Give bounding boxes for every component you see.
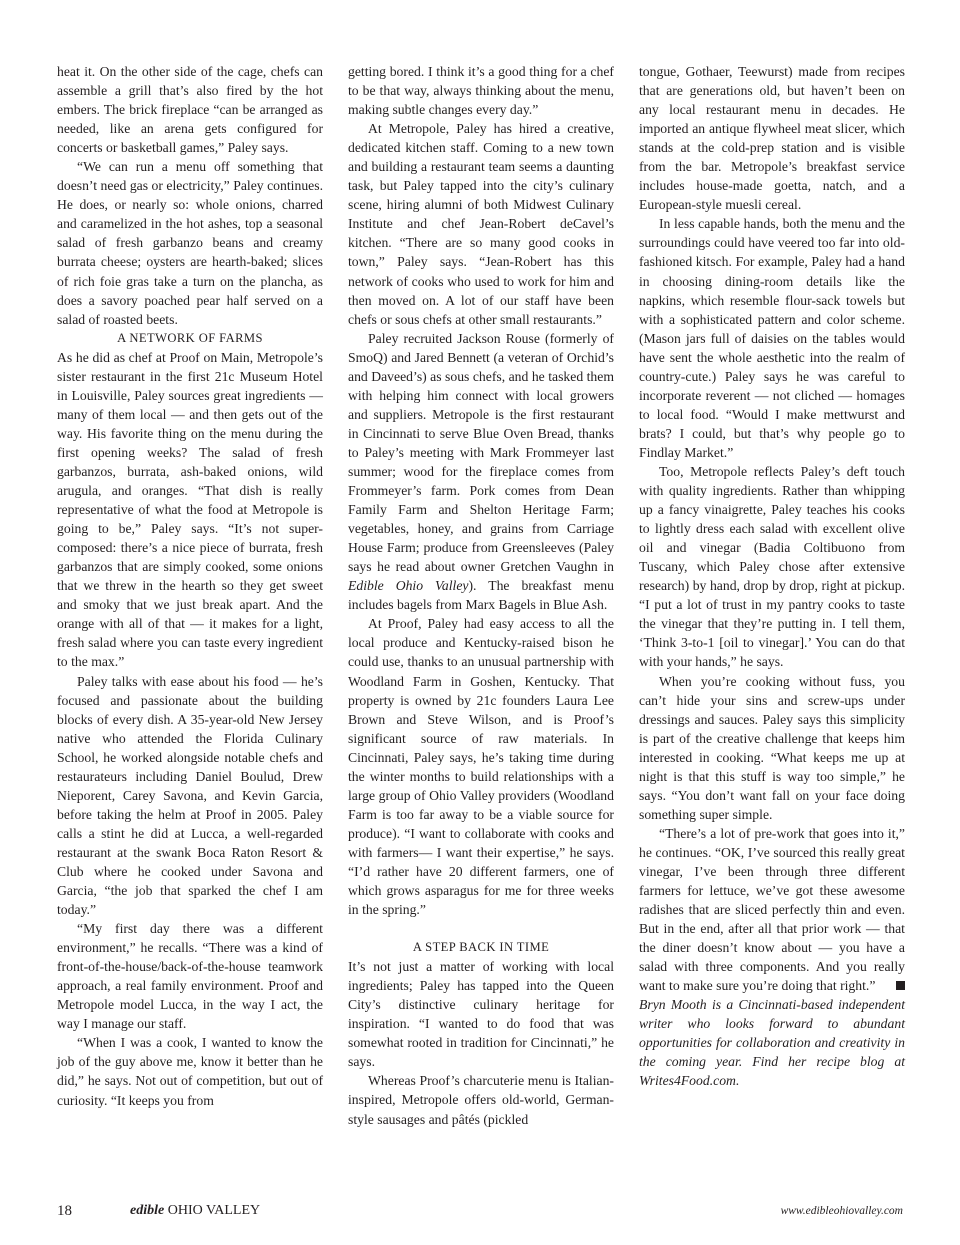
section-subhead: A NETWORK OF FARMS <box>117 330 263 345</box>
article-column-2 <box>348 62 614 1129</box>
paragraph: tongue, Gothaer, Teewurst) made from recipes that are generations old, but haven’t been on any local restaurant menu in decades. He imported an antique flywheel meat slicer, which stands at the cold-prep station and is visible from the bar. Metropole’s breakfast service includes house-made goetta, natch, and a European-style muesli cereal. <box>639 64 905 213</box>
end-of-article-icon <box>896 981 905 990</box>
page-footer <box>57 1203 903 1225</box>
paragraph: heat it. On the other side of the cage, chefs can assemble a grill that’s also fired by the hot embers. The brick fireplace “can be arranged as needed, like an arena gets configured for concerts or basketball games,” Paley says. <box>57 64 323 156</box>
author-bio: Bryn Mooth is a Cincinnati-based independent writer who looks forward to abundant opportunities for collaboration and creativity in the coming year. Find her recipe blog at Writes4Food.com. <box>639 997 905 1089</box>
section-subhead: A STEP BACK IN TIME <box>412 940 550 955</box>
paragraph: getting bored. I think it’s a good thing for a chef to be that way, always thinking about the menu, making subtle changes every day.” <box>348 64 614 118</box>
paragraph: Too, Metropole reflects Paley’s deft touch with quality ingredients. Rather than whipping up a fancy vinaigrette, Paley teaches his cooks to lightly dress each salad with excellent olive oil and vinegar (Badia Coltibuono from Tuscany, which Paley chose after extensive research) by hand, drop by drop, right at pickup. “I put a lot of trust in my pantry cooks to taste the vinegar that they’re putting in. I tell them, ‘Think 3-to-1 [oil to vinegar].’ You can do that with your hands,” he says. <box>639 463 905 670</box>
article-column-3 <box>639 62 905 1091</box>
paragraph: It’s not just a matter of working with local ingredients; Paley has tapped into the Queen City’s distinctive culinary heritage for inspiration. “I wanted to do food that was somewhat rooted in tradition for Cincinnati,” he says. <box>348 959 614 1070</box>
paragraph: When you’re cooking without fuss, you can’t hide your sins and screw-ups under dressings and sauces. Paley says this simplicity is part of the creative challenge that keeps him interested in cooking. “What keeps me up at night is that this stuff is way too simple,” he says. “You don’t want fall on your face doing something super simple. <box>639 673 905 822</box>
paragraph <box>348 329 614 615</box>
paragraph: In less capable hands, both the menu and the surroundings could have veered too far into old-fashioned kitsch. For example, Paley had a hand in choosing dining-room details like the napkins, which resemble flour-sack towels but with a sophisticated pattern and color scheme. (Mason jars full of daisies on the tables would have sent the whole aesthetic into the realm of country-cute.) Paley says he was careful to incorporate reverent — not cliched — homages to local food. “Would I make mettwurst and brats? I could, but that’s why people go to Findlay Market.” <box>639 216 905 460</box>
publication-title: OHIO VALLEY <box>167 1203 261 1218</box>
publication-name <box>130 1203 260 1219</box>
paragraph-text: “There’s a lot of pre-work that goes into it,” he continues. “OK, I’ve sourced this really great vinegar, I’ve been through three different farmers for lettuce, we’ve got these awesome radishes that are sliced perfectly thin and even. But in the end, after all that prior work — that the diner doesn’t know about — you have a salad with three components. And you really want to make sure you’re doing that right.” <box>639 825 905 994</box>
paragraph <box>639 824 905 995</box>
paragraph: “We can run a menu off something that doesn’t need gas or electricity,” Paley continues. He does, or nearly so: whole onions, charred and caramelized in the hot ashes, top a seasonal salad of fresh garbanzo beans and creamy burrata cheese; oysters are hearth-baked; slices of rich foie gras take a turn on the plancha, as does a savory poached pear half served on a salad of roasted beets. <box>57 159 323 327</box>
paragraph-text: ). The breakfast menu includes bagels from Marx Bagels in Blue Ash. <box>348 578 614 613</box>
website-url: www.edibleohiovalley.com <box>780 1205 903 1217</box>
paragraph: “My first day there was a different environment,” he recalls. “There was a kind of front-of-the-house/back-of-the-house teamwork approach, a real family environment. Proof and Metropole model Lucca, in the way I act, the way I manage our staff. <box>57 921 323 1032</box>
page-number: 18 <box>57 1203 72 1219</box>
paragraph: As he did as chef at Proof on Main, Metropole’s sister restaurant in the first 21c Museum Hotel in Louisville, Paley sources great ingredients — many of them local — and then gets out of the way. His favorite thing on the menu during the first opening weeks? The salad of fresh garbanzos, burrata, ash-baked onions, wild arugula, and oranges. “That dish is really representative of what the food at Metropole is going to be,” Paley says. “It’s not super-composed: there’s a nice piece of burrata, fresh garbanzos that are simply cooked, some onions that we threw in the hearth so they get sweet and smoky that we just break apart. And the orange with all of that — it makes for a light, fresh salad where you can taste every ingredient to the max.” <box>57 349 323 670</box>
paragraph: “When I was a cook, I wanted to know the job of the guy above me, know it better than he did,” he says. Not out of competition, but out of curiosity. “It keeps you from <box>57 1035 323 1108</box>
brand-wordmark: edible <box>130 1203 165 1218</box>
paragraph: Paley talks with ease about his food — he’s focused and passionate about the building blocks of every dish. A 35-year-old New Jersey native who attended the Florida Culinary School, he worked alongside notable chefs and restaurateurs including Daniel Boulud, Drew Nieporent, Carey Savona, and Kevin Garcia, before taking the helm at Proof in 2005. Paley calls a stint he did at Lucca, a well-regarded restaurant at the swank Boca Raton Resort & Club where he cooked under Savona and Garcia, “the job that sparked the chef I am today.” <box>57 673 323 918</box>
paragraph: At Metropole, Paley has hired a creative, dedicated kitchen staff. Coming to a new town and building a restaurant team seems a daunting task, but Paley tapped into the city’s culinary scene, hiring alumni of both Midwest Culinary Institute and chef Jean-Robert deCavel’s kitchen. “There are so many good cooks in town,” Paley says. “Jean-Robert has this network of cooks who used to work for him and then moved on. A lot of our staff have been chefs or sous chefs at other small restaurants.” <box>348 121 614 327</box>
paragraph: Whereas Proof’s charcuterie menu is Italian-inspired, Metropole offers old-world, German-style sausages and pâtés (pickled <box>348 1073 614 1127</box>
paragraph: At Proof, Paley had easy access to all the local produce and Kentucky-raised bison he could use, thanks to an unusual partnership with Woodland Farm in Goshen, Kentucky. That property is owned by 21c founders Laura Lee Brown and Steve Wilson, and is Proof’s significant source of raw materials. In Cincinnati, Paley says, he’s taking time during the winter months to build relationships with a large group of Ohio Valley providers (Woodland Farm is too far away to be a viable source for produce). “I want to collaborate with cooks and with farmers— I want their expertise,” he says. “I’d rather have 20 different farmers, one of which grows asparagus for me for three weeks in the spring.” <box>348 616 614 918</box>
article-column-1 <box>57 62 323 1110</box>
paragraph-text: Paley recruited Jackson Rouse (formerly of SmoQ) and Jared Bennett (a veteran of Orchid’s and Daveed’s) as sous chefs, and he tasked them with helping him connect with local growers and suppliers. Metropole is the first restaurant in Cincinnati to serve Blue Oven Bread, thanks to Paley’s meeting with Mark Frommeyer last summer; wood for the fireplace comes from Frommeyer’s farm. Pork comes from Dean Family Farm and Shelton Heritage Farm; vegetables, honey, and grains from Carriage House Farm; produce from Greensleeves (Paley says he read about owner Gretchen Vaughn in <box>348 330 614 575</box>
publication-name: Edible Ohio Valley <box>348 578 469 594</box>
